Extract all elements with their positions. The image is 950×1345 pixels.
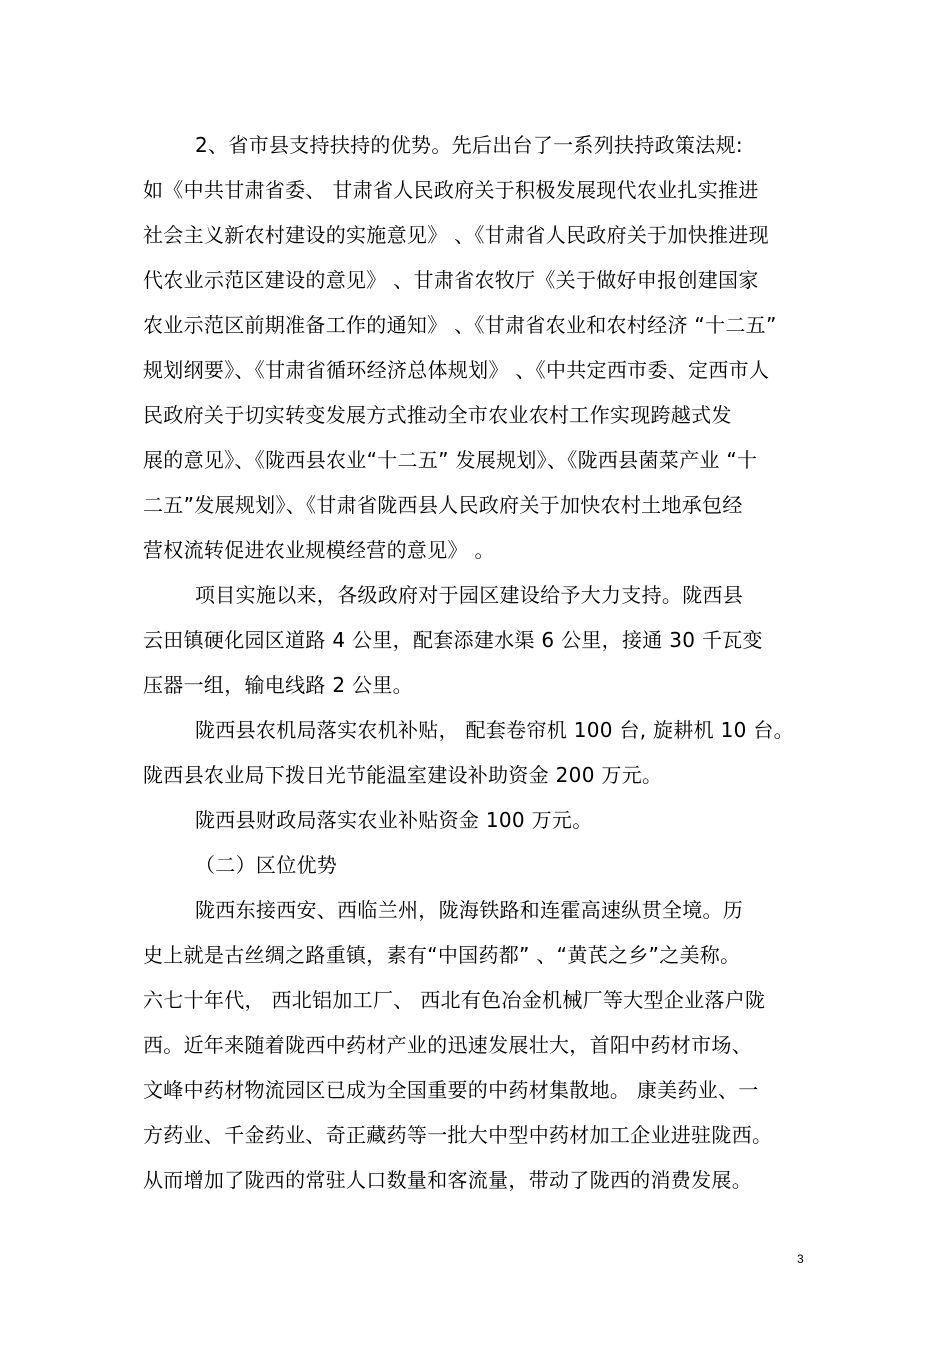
text-line: 社会主义新农村建设的实施意见》 、《甘肃省人民政府关于加快推进现 [143,223,769,247]
text-line: 展的意见》、《陇西县农业“十二五” 发展规划》、《陇西县菌菜产业 “十 [143,448,758,472]
text-line: 规划纲要》、《甘肃省循环经济总体规划》 、《中共定西市委、定西市人 [143,358,770,382]
text-line: 云田镇硬化园区道路 4 公里，配套添建水渠 6 公里，接通 30 千瓦变 [143,628,763,652]
text-line: 如《中共甘肃省委、 甘肃省人民政府关于积极发展现代农业扎实推进 [143,178,759,202]
text-line: 文峰中药材物流园区已成为全国重要的中药材集散地。 康美药业、一 [143,1078,759,1102]
text-line: 代农业示范区建设的意见》 、甘肃省农牧厅《关于做好申报创建国家 [143,268,759,292]
page-number: 3 [797,1252,804,1266]
text-line: 二五”发展规划》、《甘肃省陇西县人民政府关于加快农村土地承包经 [143,493,743,517]
text-line: 六七十年代， 西北铝加工厂、 西北有色冶金机械厂等大型企业落户陇 [143,988,766,1012]
text-line: 从而增加了陇西的常驻人口数量和客流量，带动了陇西的消费发展。 [143,1168,752,1192]
text-line: 2、省市县支持扶持的优势。先后出台了一系列扶持政策法规: [195,133,743,157]
text-line: 方药业、千金药业、奇正藏药等一批大中型中药材加工企业进驻陇西。 [143,1123,773,1147]
section-heading: （二）区位优势 [195,853,338,877]
text-line: 农业示范区前期准备工作的通知》 、《甘肃省农业和农村经济 “十二五” [143,313,777,337]
text-line: 史上就是古丝绸之路重镇，素有“中国药都” 、“黄芪之乡”之美称。 [143,943,741,967]
text-line: 陇西县农机局落实农机补贴， 配套卷帘机 100 台, 旋耕机 10 台。 [195,718,794,742]
text-line: 民政府关于切实转变发展方式推动全市农业农村工作实现跨越式发 [143,403,732,427]
text-line: 压器一组，输电线路 2 公里。 [143,673,413,697]
text-line: 项目实施以来，各级政府对于园区建设给予大力支持。陇西县 [195,583,744,607]
text-line: 西。近年来随着陇西中药材产业的迅速发展壮大，首阳中药材市场、 [143,1033,752,1057]
text-line: 陇西东接西安、西临兰州，陇海铁路和连霍高速纵贯全境。历 [195,898,744,922]
text-line: 陇西县农业局下拨日光节能温室建设补助资金 200 万元。 [143,763,663,787]
text-line: 营权流转促进农业规模经营的意见》 。 [143,538,495,562]
text-line: 陇西县财政局落实农业补贴资金 100 万元。 [195,808,593,832]
